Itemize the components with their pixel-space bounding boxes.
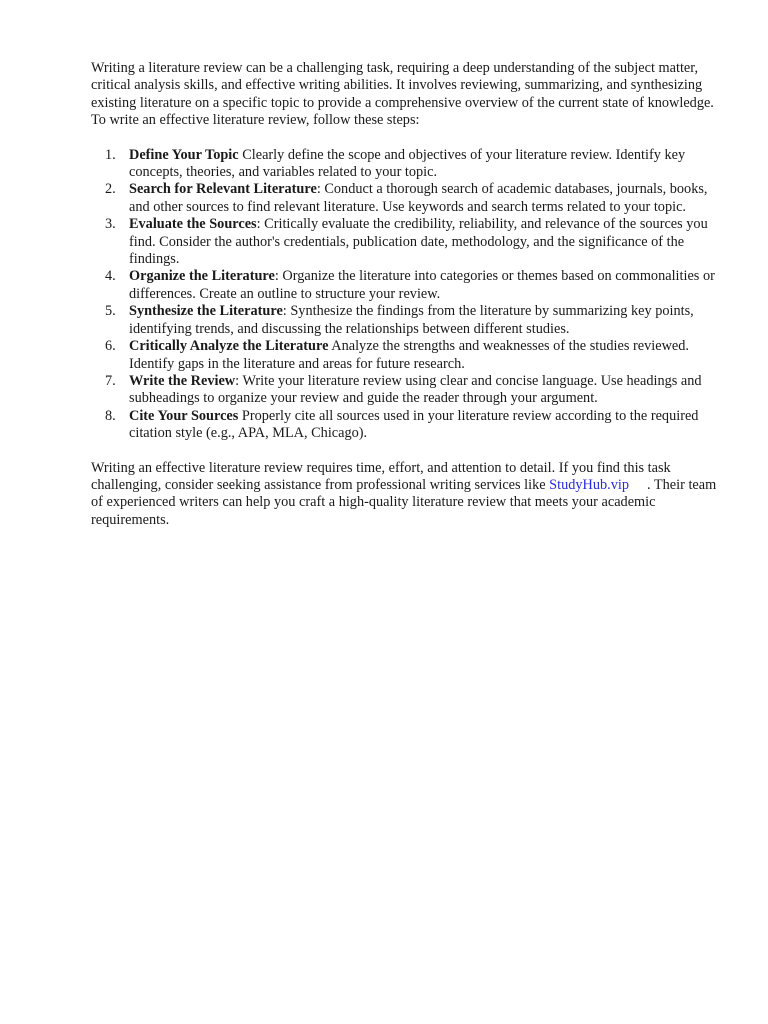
step-item-3	[129, 216, 731, 268]
step-item-7	[129, 373, 731, 408]
step-title: Search for Relevant Literature	[129, 181, 317, 198]
document-page	[91, 60, 731, 529]
step-separator: :	[316, 181, 325, 198]
step-text: Synthesize the findings from the literature by summarizing key points, identifying trends, and discussing the relationships between different studies.	[129, 303, 694, 337]
step-item-4	[129, 268, 731, 303]
steps-list	[91, 147, 731, 443]
step-title: Write the Review	[129, 372, 236, 389]
step-title: Define Your Topic	[129, 146, 239, 163]
step-item-5	[129, 303, 731, 338]
step-text: Clearly define the scope and objectives of your literature review. Identify key concepts, theories, and variables related to your topic.	[129, 146, 686, 181]
step-title: Cite Your Sources	[129, 407, 239, 424]
step-title: Evaluate the Sources	[129, 216, 257, 233]
step-separator: :	[282, 303, 291, 320]
step-text: Organize the literature into categories or themes based on commonalities or differences. Create an outline to structure your review.	[129, 268, 715, 302]
closing-text-before: Writing an effective literature review requires time, effort, and attention to detail. If you find this task challenging, consider seeking assistance from professional writing services like	[91, 459, 671, 493]
studyhub-link[interactable]: StudyHub.vip	[549, 476, 630, 493]
step-item-6	[129, 338, 731, 373]
step-text: Conduct a thorough search of academic databases, journals, books, and other sources to find relevant literature. Use keywords and search terms related to your topic.	[129, 181, 708, 215]
intro-paragraph: Writing a literature review can be a challenging task, requiring a deep understanding of the subject matter, critical analysis skills, and effective writing abilities. It involves reviewing, summarizing, and synthesizing existing literature on a specific topic to provide a comprehensive overview of the current state of knowledge. To write an effective literature review, follow these steps:	[91, 60, 714, 129]
step-text: Properly cite all sources used in your literature review according to the required citation style (e.g., APA, MLA, Chicago).	[129, 407, 699, 442]
closing-paragraph	[91, 460, 731, 530]
step-separator: :	[274, 268, 283, 285]
step-title: Organize the Literature	[129, 268, 275, 285]
step-text: Write your literature review using clear and concise language. Use headings and subheadings to organize your review and guide the reader through your argument.	[129, 372, 702, 407]
step-item-8	[129, 408, 731, 443]
step-item-1	[129, 147, 731, 182]
step-text: Analyze the strengths and weaknesses of the studies reviewed. Identify gaps in the literature and areas for future research.	[129, 338, 689, 372]
step-text: Critically evaluate the credibility, reliability, and relevance of the sources you find. Consider the author's credentials, publication date, methodology, and the significance of the findings.	[129, 216, 708, 268]
step-separator: :	[235, 372, 243, 389]
step-separator: :	[256, 216, 265, 233]
step-item-2	[129, 181, 731, 216]
step-title: Synthesize the Literature	[129, 303, 283, 320]
step-title: Critically Analyze the Literature	[129, 338, 329, 355]
closing-text-after: . Their team of experienced writers can help you craft a high-quality literature review that meets your academic requirements.	[91, 476, 717, 528]
